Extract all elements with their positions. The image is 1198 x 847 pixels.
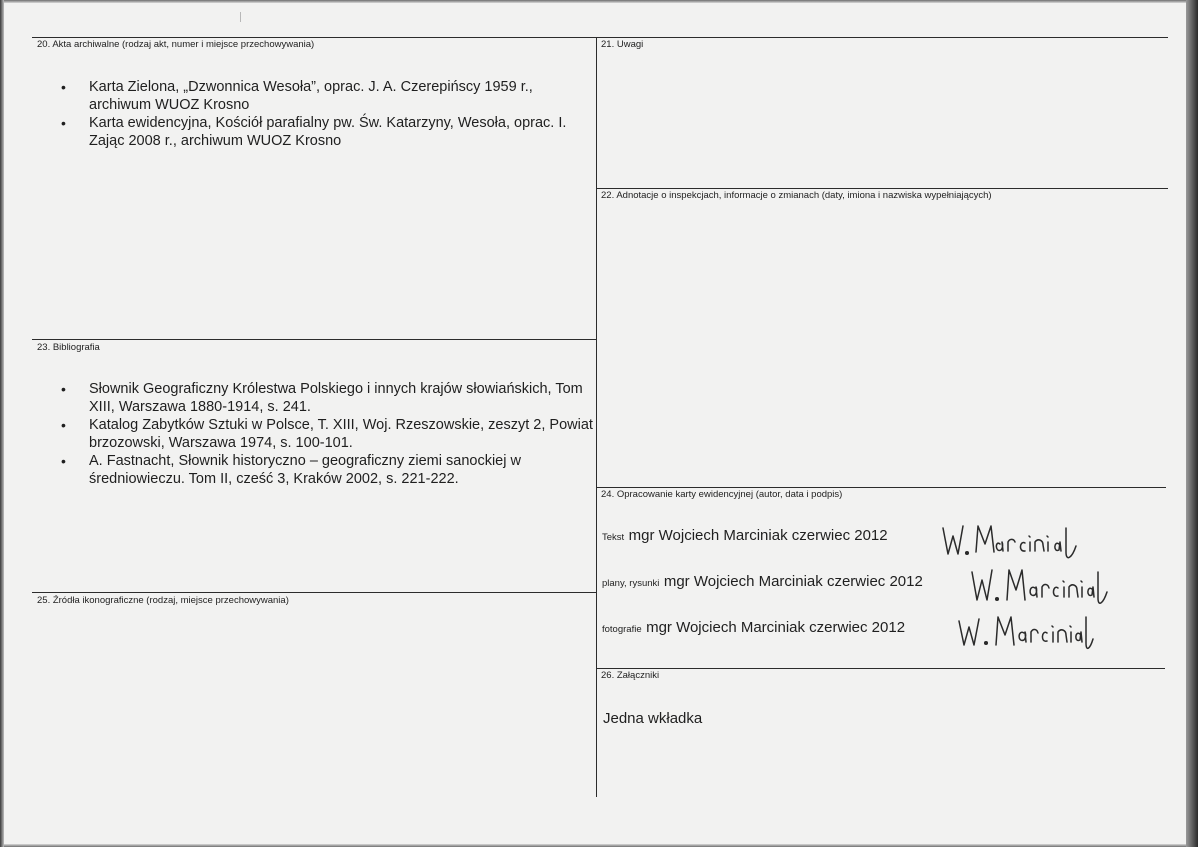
signature-2 <box>969 562 1109 608</box>
list-item: • Słownik Geograficzny Królestwa Polskiego i innych krajów słowiańskich, Tom XIII, Warszawa 1880-1914, s. 241. <box>61 380 595 416</box>
signature-3 <box>956 607 1096 653</box>
list-item: • Karta ewidencyjna, Kościół parafialny pw. Św. Katarzyny, Wesoła, oprac. I. Zając 2008 r., archiwum WUOZ Krosno <box>61 114 591 150</box>
field-25-label: 25. Źródła ikonograficzne (rodzaj, miejsce przechowywania) <box>37 595 289 606</box>
bibliography-list <box>61 380 595 488</box>
scan-edge-left <box>0 0 4 847</box>
field-20-label: 20. Akta archiwalne (rodzaj akt, numer i miejsce przechowywania) <box>37 39 315 50</box>
author-row-plans <box>602 573 923 591</box>
author-row-value: mgr Wojciech Marciniak czerwiec 2012 <box>663 573 923 590</box>
author-row-text <box>602 527 888 545</box>
author-row-photos <box>602 619 905 637</box>
author-row-prefix: plany, rysunki <box>602 578 660 589</box>
rule-26-top <box>597 668 1165 669</box>
attachments-value: Jedna wkładka <box>603 710 703 727</box>
form-column-divider <box>596 37 597 797</box>
author-row-prefix: Tekst <box>602 532 625 543</box>
archival-records-list <box>61 78 591 150</box>
author-row-prefix: fotografie <box>602 624 642 635</box>
list-item: • Katalog Zabytków Sztuki w Polsce, T. XIII, Woj. Rzeszowskie, zeszyt 2, Powiat brzozowski, Warszawa 1974, s. 100-101. <box>61 416 595 452</box>
field-26-label: 26. Załączniki <box>601 670 660 681</box>
author-row-value: mgr Wojciech Marciniak czerwiec 2012 <box>628 527 888 544</box>
scan-edge-top <box>0 0 1198 3</box>
rule-25-top <box>32 592 596 593</box>
field-23-label: 23. Bibliografia <box>37 342 100 353</box>
field-22-label: 22. Adnotacje o inspekcjach, informacje o zmianach (daty, imiona i nazwiska wypełniających) <box>601 190 992 201</box>
scan-edge-right <box>1186 0 1198 847</box>
rule-23-top <box>32 339 596 340</box>
field-21-label: 21. Uwagi <box>601 39 644 50</box>
rule-24-top <box>597 487 1166 488</box>
scan-mark <box>240 12 241 22</box>
author-row-value: mgr Wojciech Marciniak czerwiec 2012 <box>646 619 906 636</box>
list-item: • A. Fastnacht, Słownik historyczno – geograficzny ziemi sanockiej w średniowieczu. Tom II, cześć 3, Kraków 2002, s. 221-222. <box>61 452 595 488</box>
form-top-rule <box>32 37 1168 38</box>
list-item: • Karta Zielona, „Dzwonnica Wesoła”, oprac. J. A. Czerepińscy 1959 r., archiwum WUOZ Krosno <box>61 78 591 114</box>
rule-22-top <box>597 188 1168 189</box>
field-24-label: 24. Opracowanie karty ewidencyjnej (autor, data i podpis) <box>601 489 843 500</box>
signature-1 <box>940 518 1080 564</box>
